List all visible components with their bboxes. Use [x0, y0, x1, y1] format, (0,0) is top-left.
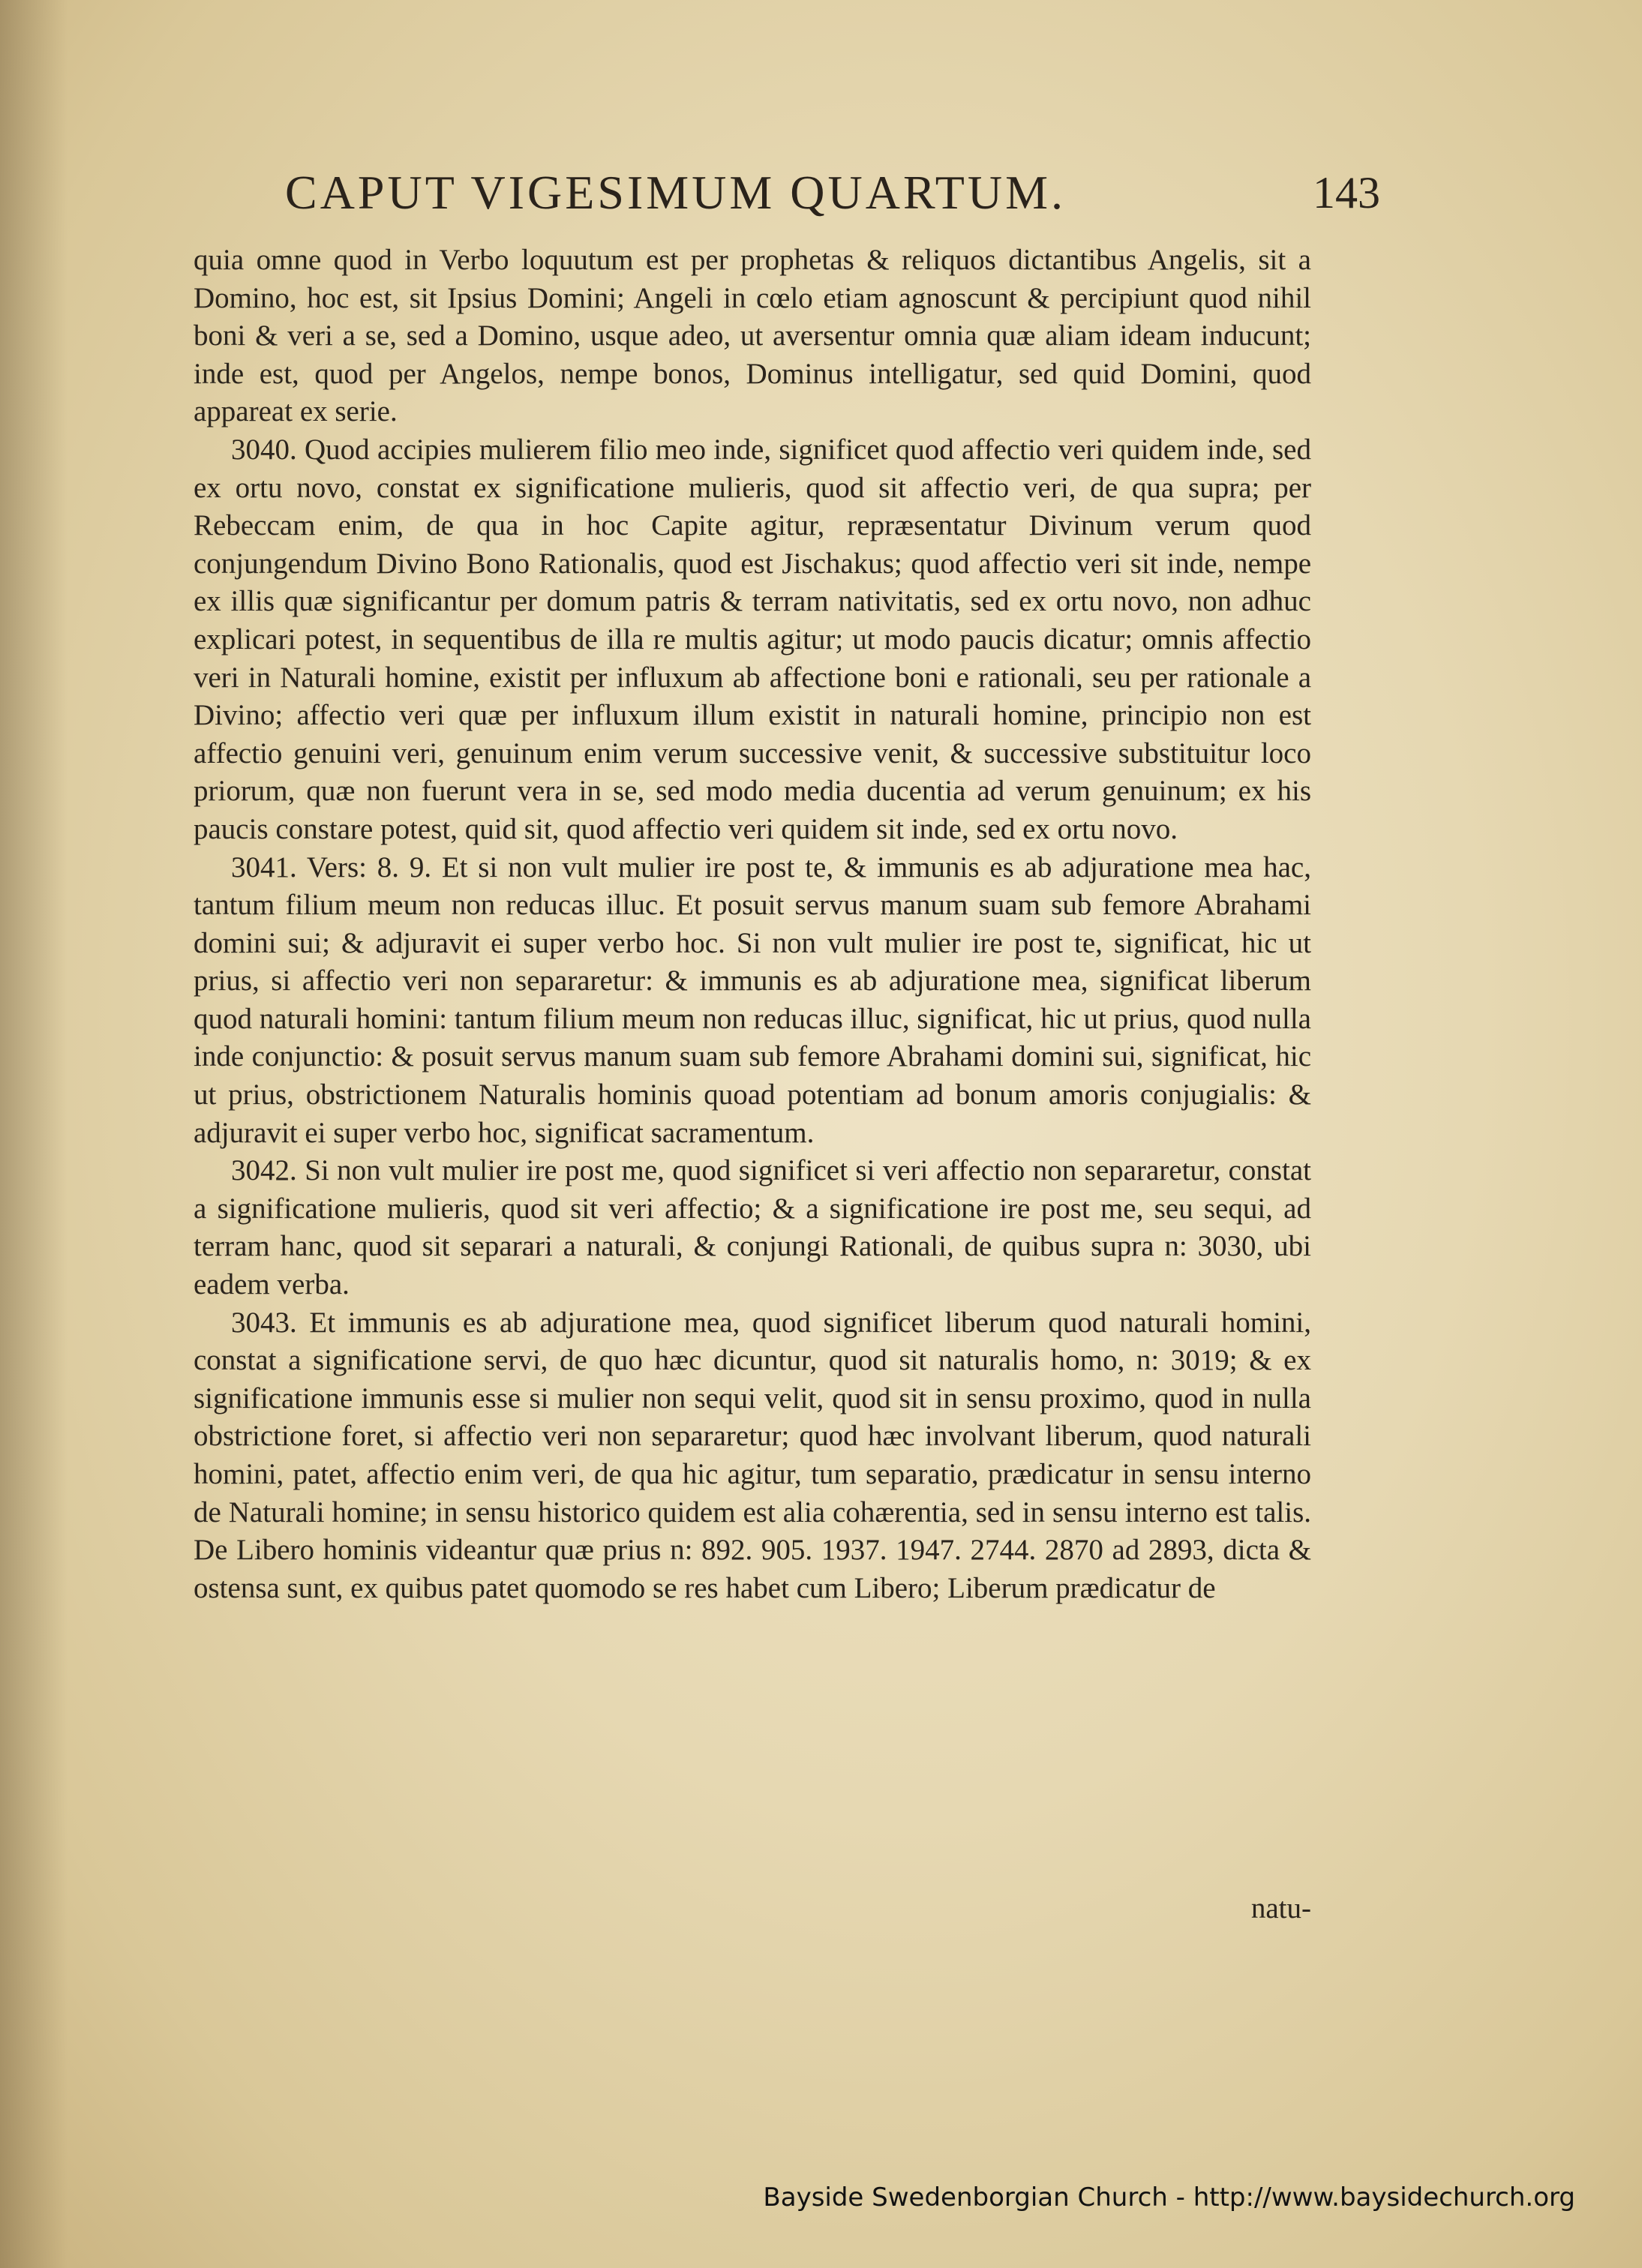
paragraph-3042: 3042. Si non vult mulier ire post me, quod significet si veri affectio non separaretur, constat a significatione mulieris, quod sit veri affectio; & a significatione ire post me, seu sequi, ad terram hanc, quod sit separari a naturali, & conjungi Rationali, de quibus supra n: 3030, ubi eadem verba. [194, 1154, 1311, 1301]
running-title: CAPUT VIGESIMUM QUARTUM. [285, 166, 1066, 219]
catchword: natu- [1250, 1892, 1311, 1924]
paragraph-3041: 3041. Vers: 8. 9. Et si non vult mulier ire post te, & immunis es ab adjuratione mea hac, tantum filium meum non reducas illuc. Et posuit servus manum suam sub femore Abrahami domini sui; & adjuravit ei super verbo hoc. Si non vult mulier ire post te, significat, hic ut prius, si affectio veri non separaretur: & immunis es ab adjuratione mea, significat liberum quod naturali homini: tantum filium meum non reducas illuc, significat, hic ut prius, quod nulla inde conjunctio: & posuit servus manum suam sub femore Abrahami domini sui, significat, hic ut prius, obstrictionem Naturalis hominis quoad potentiam ad bonum amoris conjugialis: & adjuravit ei super verbo hoc, significat sacramentum. [194, 850, 1311, 1149]
watermark-caption: Bayside Swedenborgian Church - http://www.baysidechurch.org [763, 2182, 1575, 2212]
paragraph-3043: 3043. Et immunis es ab adjuratione mea, quod significet liberum quod naturali homini, constat a significatione servi, de quo hæc dicuntur, quod sit naturalis homo, n: 3019; & ex significatione immunis esse si mulier non sequi velit, quod sit in sensu proximo, quod in nulla obstrictione foret, si affectio veri non separaretur; quod hæc involvant liberum, quod naturali homini, patet, affectio enim veri, de qua hic agitur, tum separatio, prædicatur in sensu interno de Naturali homine; in sensu historico quidem est alia cohærentia, sed in sensu interno est talis. De Libero hominis videantur quæ prius n: 892. 905. 1937. 1947. 2744. 2870 ad 2893, dicta & ostensa sunt, ex quibus patet quomodo se res habet cum Libero; Liberum prædicatur de [194, 1306, 1311, 1604]
gutter-shadow [0, 0, 68, 2268]
paragraph-continuation: quia omne quod in Verbo loquutum est per prophetas & reliquos dictantibus Angelis, sit a Domino, hoc est, sit Ipsius Domini; Angeli in cœlo etiam agnoscunt & percipiunt quod nihil boni & veri a se, sed a Domino, usque adeo, ut aversentur omnia quæ aliam ideam inducunt; inde est, quod per Angelos, nempe bonos, Dominus intelligatur, sed quid Domini, quod appareat ex serie. [194, 244, 1311, 428]
paragraph-3040: 3040. Quod accipies mulierem filio meo inde, significet quod affectio veri quidem inde, sed ex ortu novo, constat ex significatione mulieris, quod sit affectio veri, de qua supra; per Rebeccam enim, de qua in hoc Capite agitur, repræsentatur Divinum verum quod conjungendum Divino Bono Rationalis, quod est Jischakus; quod affectio veri sit inde, nempe ex illis quæ significantur per domum patris & terram nativitatis, sed ex ortu novo, non adhuc explicari potest, in sequentibus de illa re multis agitur; ut modo paucis dicatur; omnis affectio veri in Naturali homine, existit per influxum ab affectione boni e rationali, seu per rationale a Divino; affectio veri quæ per influxum illum existit in naturali homine, principio non est affectio genuini veri, genuinum enim verum successive venit, & successive substituitur loco priorum, quæ non fuerunt vera in se, sed modo media ducentia ad verum genuinum; ex his paucis constare potest, quid sit, quod affectio veri quidem sit inde, sed ex ortu novo. [194, 433, 1311, 845]
running-head [285, 159, 1380, 226]
text-block [194, 242, 1311, 1607]
page-number: 143 [1313, 168, 1380, 218]
